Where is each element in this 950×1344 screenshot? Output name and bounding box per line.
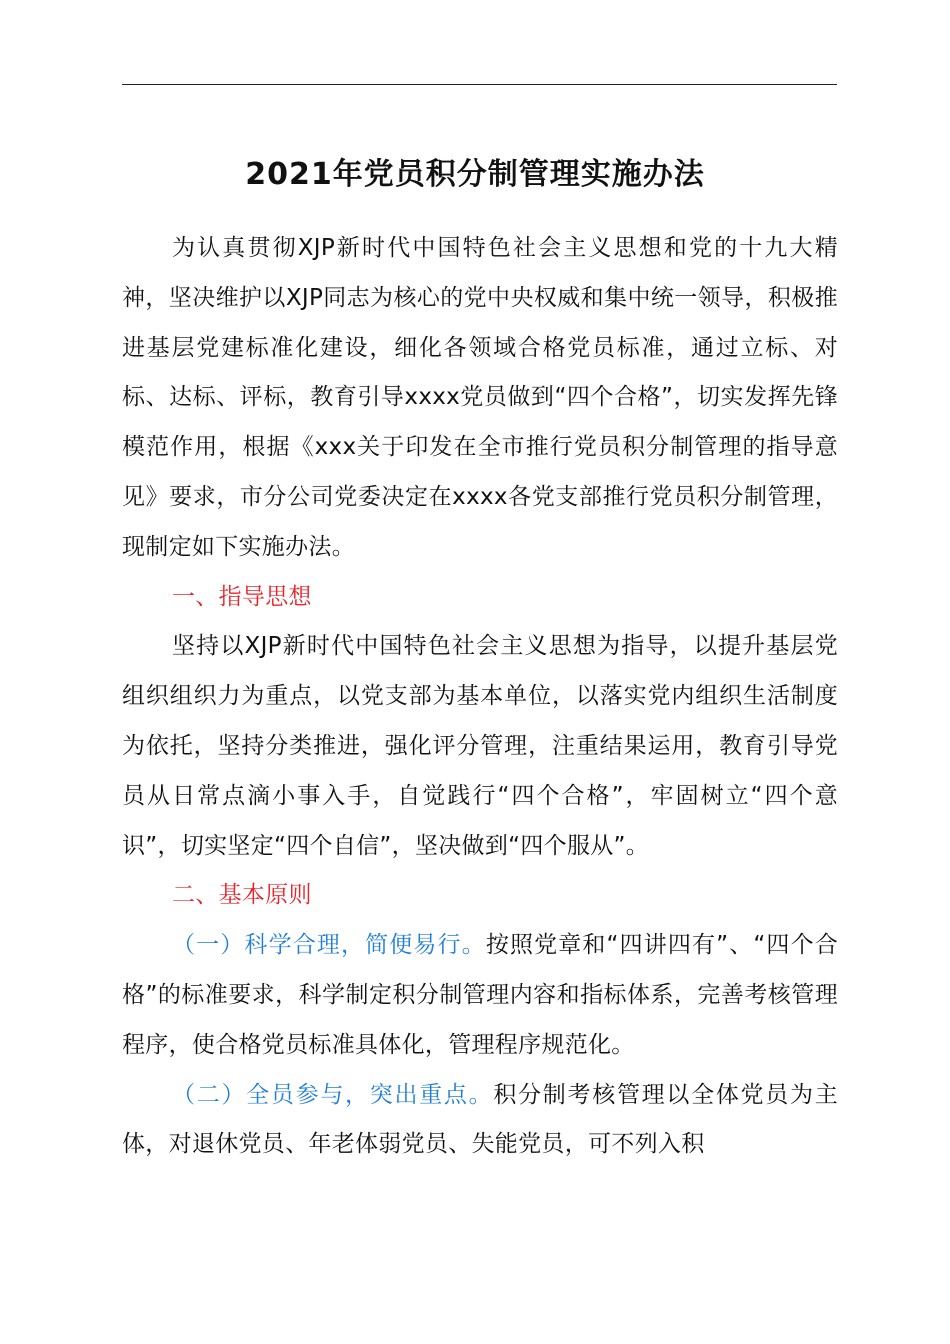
document-title: 2021年党员积分制管理实施办法	[245, 157, 705, 192]
section-2-heading: 二、基本原则	[172, 882, 312, 909]
principle-1-text: 按照党章和“四讲四有”、“四个合格”的标准要求，科学制定积分制管理内容和指标体系，完善考核管理程序，使合格党员标准具体化，管理程序规范化。	[122, 932, 839, 1058]
section-1-heading: 一、指导思想	[172, 583, 312, 610]
document-body	[122, 224, 838, 1170]
principle-2-text: 积分制考核管理以全体党员为主体，对退休党员、年老体弱党员、失能党员，可不列入积	[122, 1081, 839, 1158]
intro-paragraph: 为认真贯彻XJP新时代中国特色社会主义思想和党的十九大精神，坚决维护以XJP同志为核心的党中央权威和集中统一领导，积极推进基层党建标准化建设，细化各领域合格党员标准，通过立标、对标、达标、评标，教育引导xxxx党员做到“四个合格”，切实发挥先锋模范作用，根据《xxx关于印发在全市推行党员积分制管理的指导意见》要求，市分公司党委决定在xxxx各党支部推行党员积分制管理，现制定如下实施办法。	[122, 235, 838, 560]
principle-2-paragraph	[122, 1071, 838, 1171]
principle-1-paragraph	[122, 921, 838, 1070]
header-rule	[122, 84, 837, 85]
section-1-paragraph: 坚持以XJP新时代中国特色社会主义思想为指导，以提升基层党组织组织力为重点，以党支部为基本单位，以落实党内组织生活制度为依托，坚持分类推进，强化评分管理，注重结果运用，教育引导党员从日常点滴小事入手，自觉践行“四个合格”，牢固树立“四个意识”，切实坚定“四个自信”，坚决做到“四个服从”。	[122, 633, 838, 859]
principle-2-label: （二）全员参与，突出重点。	[172, 1081, 494, 1108]
principle-1-label: （一）科学合理，简便易行。	[172, 932, 486, 959]
